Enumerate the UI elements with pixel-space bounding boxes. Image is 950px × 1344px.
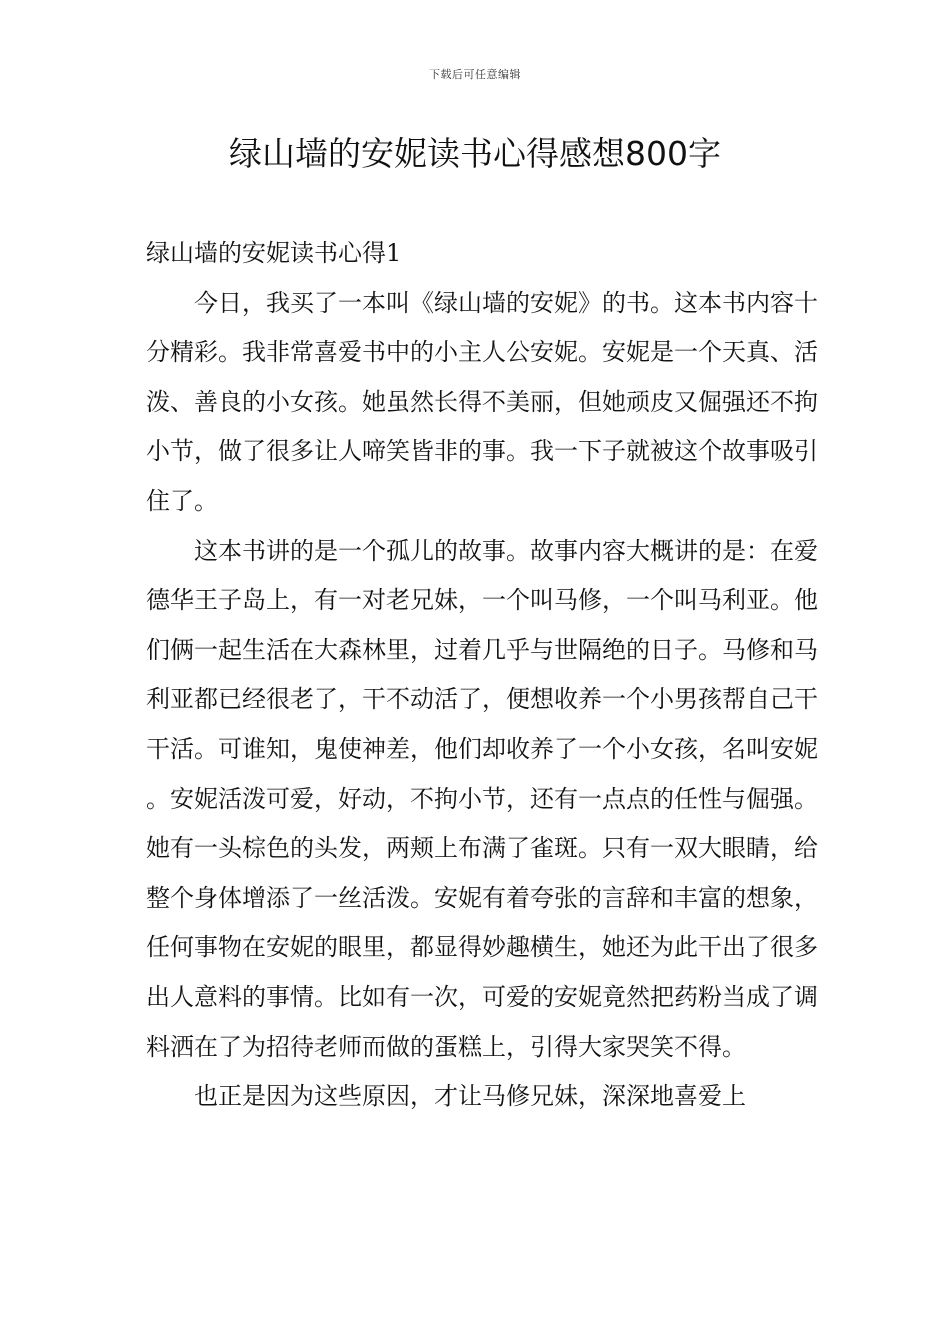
document-title: 绿山墙的安妮读书心得感想800字 — [229, 134, 721, 173]
paragraph-1: 今日，我买了一本叫《绿山墙的安妮》的书。这本书内容十分精彩。我非常喜爱书中的小主人公安妮。安妮是一个天真、活泼、善良的小女孩。她虽然长得不美丽，但她顽皮又倔强还不拘小节，做了很多让人啼笑皆非的事。我一下子就被这个故事吸引住了。 — [146, 288, 818, 515]
section-heading: 绿山墙的安妮读书心得1 — [146, 239, 402, 267]
paragraph-2: 这本书讲的是一个孤儿的故事。故事内容大概讲的是：在爱德华王子岛上，有一对老兄妹，一个叫马修，一个叫马利亚。他们俩一起生活在大森林里，过着几乎与世隔绝的日子。马修和马利亚都已经很老了，干不动活了，便想收养一个小男孩帮自己干干活。可谁知，鬼使神差，他们却收养了一个小女孩，名叫安妮。安妮活泼可爱，好动，不拘小节，还有一点点的任性与倔强。她有一头棕色的头发，两颊上布满了雀斑。只有一双大眼睛，给整个身体增添了一丝活泼。安妮有着夸张的言辞和丰富的想象，任何事物在安妮的眼里，都显得妙趣横生，她还为此干出了很多出人意料的事情。比如有一次，可爱的安妮竟然把药粉当成了调料洒在了为招待老师而做的蛋糕上，引得大家哭笑不得。 — [146, 536, 818, 1061]
document-body — [146, 229, 818, 1122]
paragraph-3: 也正是因为这些原因，才让马修兄妹，深深地喜爱上 — [194, 1082, 746, 1111]
page-header-note: 下载后可任意编辑 — [429, 68, 521, 81]
